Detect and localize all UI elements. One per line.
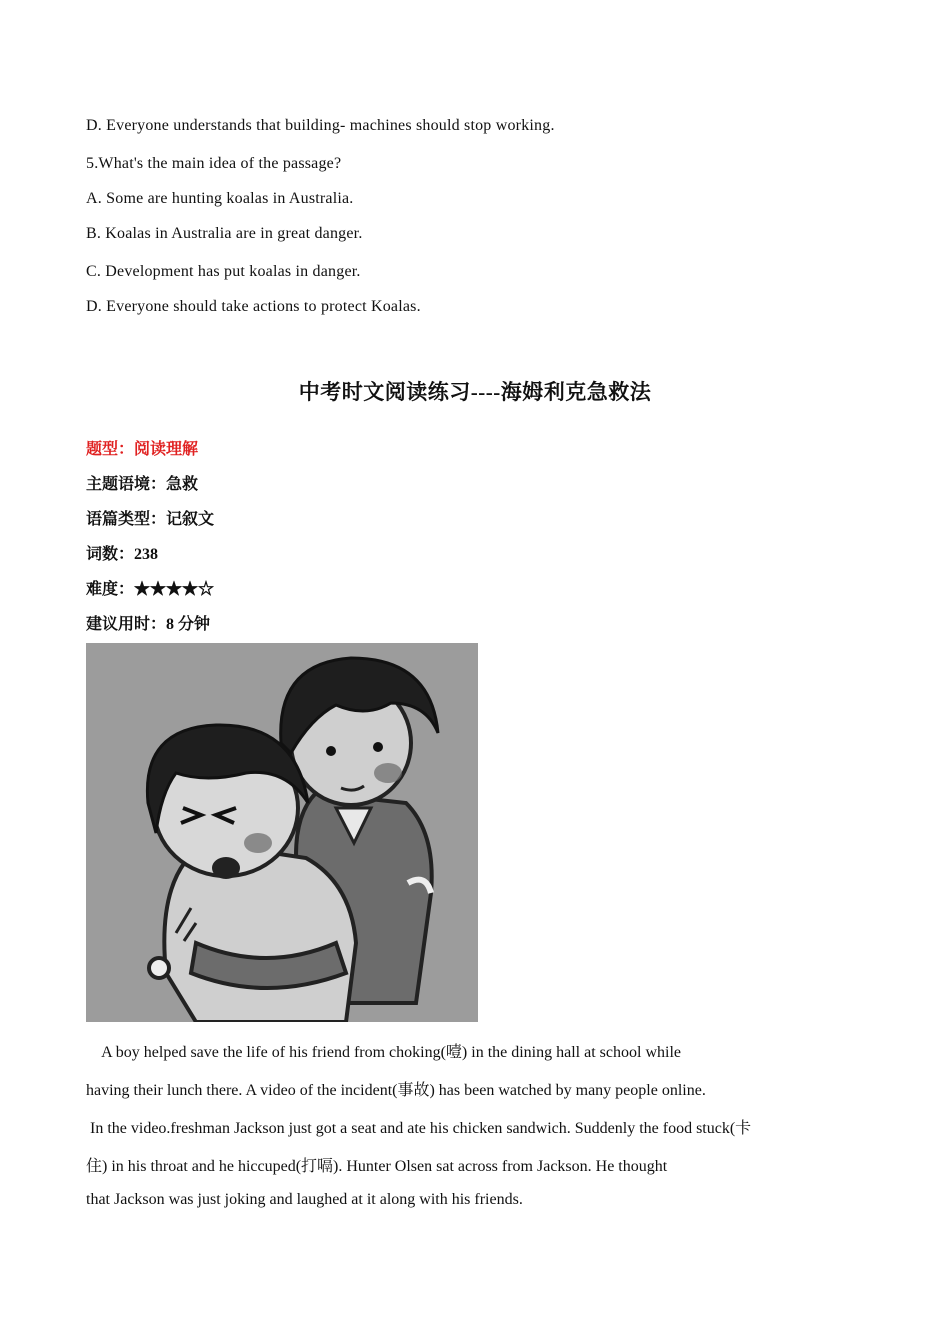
meta-theme: 主题语境：急救 bbox=[86, 476, 199, 493]
meta-question-type: 题型：阅读理解 bbox=[86, 441, 199, 458]
question-5-option-b: B. Koalas in Australia are in great danger. bbox=[86, 225, 363, 242]
meta-word-count: 词数：238 bbox=[86, 546, 159, 563]
heimlich-illustration bbox=[86, 643, 478, 1022]
question-option-d: D. Everyone understands that building- machines should stop working. bbox=[86, 117, 555, 134]
passage-line: that Jackson was just joking and laughed at it along with his friends. bbox=[86, 1191, 523, 1208]
section-title: 中考时文阅读练习----海姆利克急救法 bbox=[298, 380, 652, 404]
question-5-stem: 5.What's the main idea of the passage? bbox=[86, 155, 342, 172]
question-5-option-c: C. Development has put koalas in danger. bbox=[86, 263, 361, 280]
question-5-option-a: A. Some are hunting koalas in Australia. bbox=[86, 190, 354, 207]
meta-genre: 语篇类型：记叙文 bbox=[86, 511, 215, 528]
passage-line: A boy helped save the life of his friend from choking(噎) in the dining hall at school while bbox=[86, 1044, 681, 1061]
passage-line: having their lunch there. A video of the incident(事故) has been watched by many people online. bbox=[86, 1082, 706, 1099]
meta-difficulty: 难度：★★★★☆ bbox=[86, 581, 215, 598]
passage-line: In the video.freshman Jackson just got a seat and ate his chicken sandwich. Suddenly the food stuck(卡 bbox=[86, 1120, 752, 1137]
question-5-option-d: D. Everyone should take actions to protect Koalas. bbox=[86, 298, 421, 315]
passage-line: 住) in his throat and he hiccuped(打嗝). Hunter Olsen sat across from Jackson. He thought bbox=[86, 1158, 668, 1175]
meta-suggested-time: 建议用时：8 分钟 bbox=[86, 616, 211, 633]
